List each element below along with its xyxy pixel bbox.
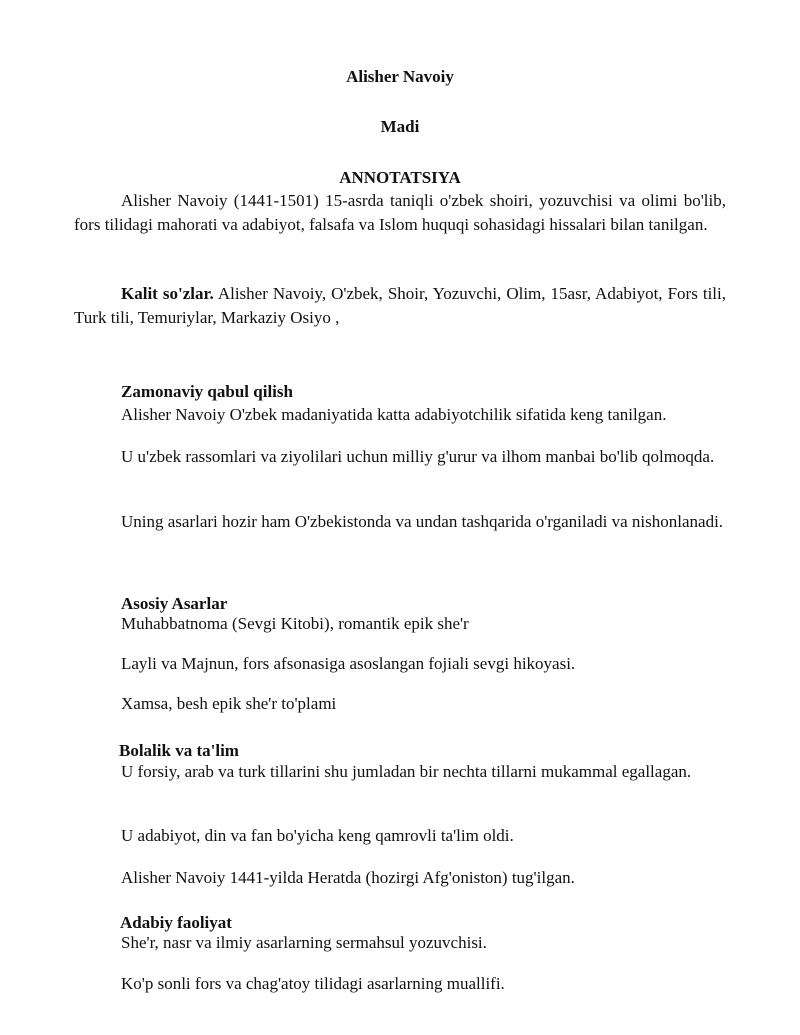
author-name: Alisher Navoiy [346,67,454,86]
section-heading: Adabiy faoliyat [120,913,232,932]
section-paragraph: Muhabbatnoma (Sevgi Kitobi), romantik epik she'r [121,614,469,633]
section-paragraph: U adabiyot, din va fan bo'yicha keng qamrovli ta'lim oldi. [121,826,514,845]
section-paragraph: Xamsa, besh epik she'r to'plami [121,694,337,713]
keywords-text: Alisher Navoiy, O'zbek, Shoir, Yozuvchi, Olim, 15asr, Adabiyot, Fors tili, Turk tili, Temuriylar, Markaziy Osiyo , [74,284,726,327]
section-paragraph: U forsiy, arab va turk tillarini shu jumladan bir nechta tillarni mukammal egallagan. [121,762,692,781]
abstract-paragraph: Alisher Navoiy (1441-1501) 15-asrda taniqli o'zbek shoiri, yozuvchisi va olimi bo'lib, fors tilidagi mahorati va adabiyot, falsafa va Islom huquqi sohasidagi hissalari bilan tanilgan. [74,191,726,234]
section-paragraph: Alisher Navoiy 1441-yilda Heratda (hozirgi Afg'oniston) tug'ilgan. [121,868,575,887]
section-paragraph: She'r, nasr va ilmiy asarlarning sermahsul yozuvchisi. [121,933,487,952]
section-heading: Zamonaviy qabul qilish [121,382,293,401]
section-paragraph: Uning asarlari hozir ham O'zbekistonda va undan tashqarida o'rganiladi va nishonlanadi. [121,512,724,531]
abstract-heading: ANNOTATSIYA [339,168,461,187]
keywords-label: Kalit so'zlar. [121,284,214,303]
section-paragraph: U u'zbek rassomlari va ziyolilari uchun milliy g'urur va ilhom manbai bo'lib qolmoqda. [121,447,715,466]
section-heading: Bolalik va ta'lim [119,741,239,760]
section-paragraph: Layli va Majnun, fors afsonasiga asoslangan fojiali sevgi hikoyasi. [121,654,576,673]
section-heading: Asosiy Asarlar [121,594,228,613]
section-paragraph: Ko'p sonli fors va chag'atoy tilidagi asarlarning muallifi. [121,974,505,993]
paper-title: Madi [380,117,420,136]
keywords-paragraph [74,282,726,330]
section-paragraph: Alisher Navoiy O'zbek madaniyatida katta adabiyotchilik sifatida keng tanilgan. [121,405,667,424]
